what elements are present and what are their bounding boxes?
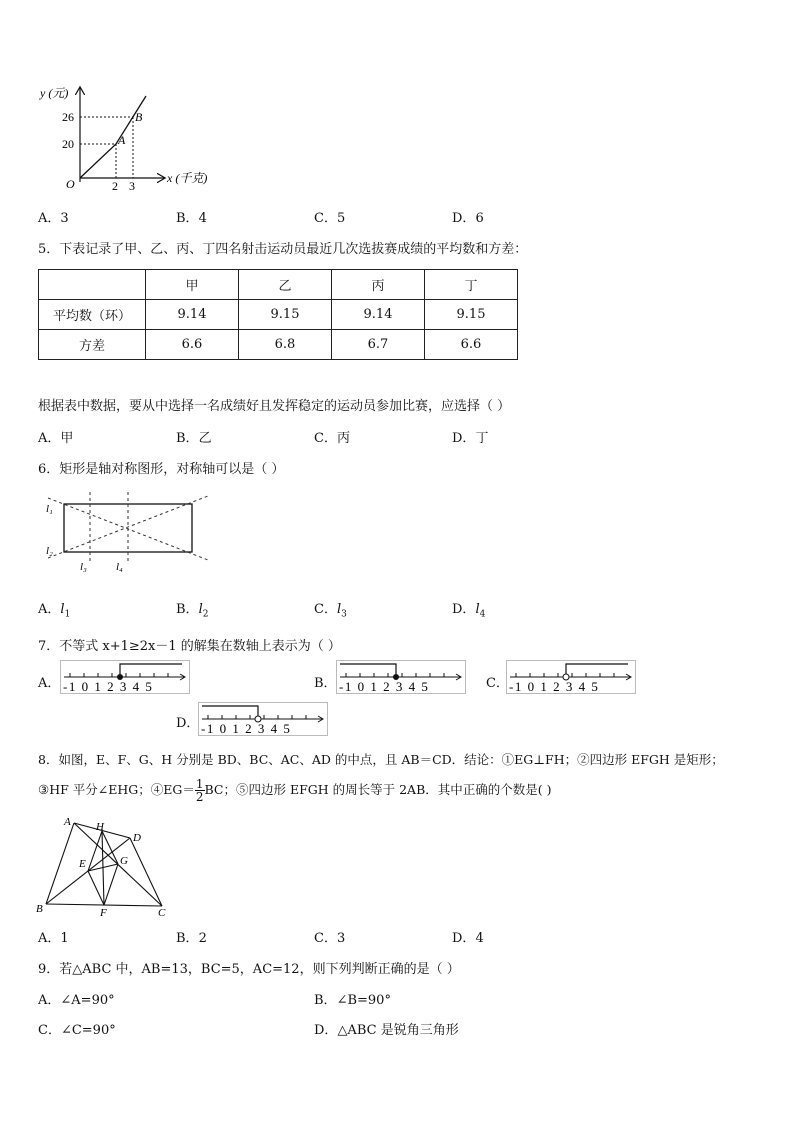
q8-option-c[interactable]: C．3 — [314, 931, 346, 946]
q7-numberline-b[interactable] — [336, 660, 466, 694]
q4-x-tick-2: 2 — [112, 179, 118, 193]
table-cell: 9.15 — [425, 300, 518, 330]
q8-label-c: C — [158, 907, 166, 918]
q8-label-b: B — [36, 903, 43, 915]
table-cell: 9.14 — [332, 300, 425, 330]
q8-option-d[interactable]: D．4 — [452, 931, 484, 946]
q7-numberline-d[interactable] — [198, 702, 328, 736]
table-cell: 6.6 — [146, 330, 239, 360]
q8-label-d: D — [133, 832, 141, 844]
q6-label-l4: l₄ — [116, 561, 123, 572]
table-row-label: 平均数（环） — [39, 300, 146, 330]
q4-y-tick-26: 26 — [62, 110, 74, 124]
q5-option-a[interactable]: A．甲 — [38, 431, 74, 446]
q5-question: 根据表中数据，要从中选择一名成绩好且发挥稳定的运动员参加比赛，应选择（ ） — [38, 399, 511, 414]
q4-graph — [36, 82, 226, 194]
q4-point-a: A — [118, 133, 126, 147]
table-header-yi: 乙 — [239, 270, 332, 300]
q7-option-d[interactable]: D． — [176, 716, 200, 731]
q9-option-a[interactable]: A．∠A=90° — [38, 993, 115, 1008]
q9-option-d[interactable]: D．△ABC 是锐角三角形 — [314, 1023, 459, 1038]
table-header-bing: 丙 — [332, 270, 425, 300]
q9-option-c[interactable]: C．∠C=90° — [38, 1023, 116, 1038]
q8-label-a: A — [64, 816, 71, 828]
q6-stem: 6．矩形是轴对称图形，对称轴可以是（ ） — [38, 462, 285, 477]
q5-option-c[interactable]: C．丙 — [314, 431, 350, 446]
q5-option-d[interactable]: D．丁 — [452, 431, 489, 446]
q7-axis-label: -1 0 1 2 3 4 5 — [509, 679, 600, 694]
q8-quadrilateral-figure — [36, 816, 176, 918]
q9-option-b[interactable]: B．∠B=90° — [314, 993, 391, 1008]
table-header-row — [39, 270, 518, 300]
q6-option-b[interactable]: B．$l_2$ — [176, 602, 209, 620]
q4-origin-label: O — [66, 177, 75, 191]
q7-stem: 7．不等式 x+1≥2x－1 的解集在数轴上表示为（ ） — [38, 639, 341, 654]
q4-y-tick-20: 20 — [62, 137, 74, 151]
q4-option-b[interactable]: B．4 — [176, 211, 207, 226]
q8-label-f: F — [100, 907, 107, 918]
q7-option-c[interactable]: C． — [486, 676, 509, 691]
q4-x-tick-3: 3 — [129, 179, 135, 193]
table-row-label: 方差 — [39, 330, 146, 360]
table-header-jia: 甲 — [146, 270, 239, 300]
q4-y-label: y (元) — [40, 86, 69, 100]
q8-option-b[interactable]: B．2 — [176, 931, 207, 946]
q4-point-b: B — [135, 110, 143, 124]
q4-option-c[interactable]: C．5 — [314, 211, 346, 226]
table-cell: 9.14 — [146, 300, 239, 330]
q8-option-a[interactable]: A．1 — [38, 931, 69, 946]
q9-stem: 9．若△ABC 中，AB=13，BC=5，AC=12，则下列判断正确的是（ ） — [38, 962, 460, 977]
q7-option-b[interactable]: B． — [314, 676, 337, 691]
q8-label-g: G — [120, 855, 128, 867]
table-cell — [39, 270, 146, 300]
q7-numberline-c[interactable] — [506, 660, 636, 694]
q7-option-a[interactable]: A． — [38, 676, 61, 691]
table-row — [39, 300, 518, 330]
q7-numberline-a[interactable] — [60, 660, 190, 694]
q8-fraction: $\frac{1}{2}$ — [195, 777, 204, 804]
table-cell: 9.15 — [239, 300, 332, 330]
q6-label-l3: l₃ — [80, 561, 87, 572]
q8-stem-line2: ③HF 平分∠EHG；④EG＝ $\frac{1}{2}$ BC；⑤四边形 EFGH 的周长等于 2AB．其中正确的个数是( ) — [38, 777, 552, 804]
q4-x-label: x (千克) — [167, 171, 208, 185]
q8-label-h: H — [96, 821, 104, 833]
table-cell: 6.6 — [425, 330, 518, 360]
q6-option-d[interactable]: D．$l_4$ — [452, 602, 486, 620]
q6-option-a[interactable]: A．$l_1$ — [38, 602, 71, 620]
q5-table — [38, 269, 518, 360]
table-row — [39, 330, 518, 360]
q6-option-c[interactable]: C．$l_3$ — [314, 602, 347, 620]
q4-option-d[interactable]: D．6 — [452, 211, 484, 226]
q8-stem-line1: 8．如图，E、F、G、H 分别是 BD、BC、AC、AD 的中点，且 AB＝CD．结论：①EG⊥FH；②四边形 EFGH 是矩形； — [38, 752, 724, 767]
q7-axis-label: -1 0 1 2 3 4 5 — [63, 679, 154, 694]
q4-function-line — [80, 96, 146, 178]
q8-label-e: E — [79, 858, 86, 870]
q5-stem: 5．下表记录了甲、乙、丙、丁四名射击运动员最近几次选拔赛成绩的平均数和方差： — [38, 242, 528, 257]
table-header-ding: 丁 — [425, 270, 518, 300]
q4-option-a[interactable]: A．3 — [38, 211, 69, 226]
q5-option-b[interactable]: B．乙 — [176, 431, 212, 446]
q6-rectangle-figure — [40, 490, 215, 572]
q6-label-l2: l₂ — [46, 545, 53, 557]
table-cell: 6.8 — [239, 330, 332, 360]
table-cell: 6.7 — [332, 330, 425, 360]
q7-axis-label: -1 0 1 2 3 4 5 — [201, 721, 292, 736]
q7-axis-label: -1 0 1 2 3 4 5 — [339, 679, 430, 694]
q6-label-l1: l₁ — [46, 503, 53, 515]
